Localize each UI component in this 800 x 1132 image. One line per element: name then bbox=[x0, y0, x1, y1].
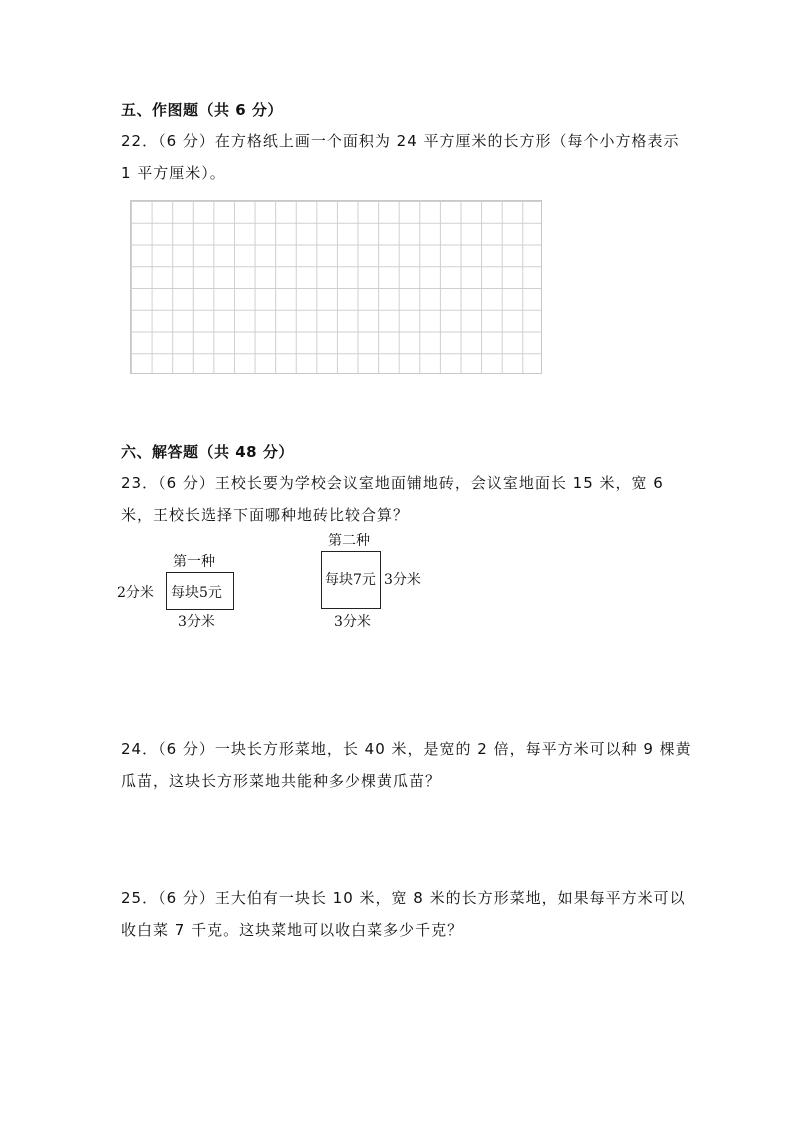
tile2-right-label: 3分米 bbox=[384, 572, 421, 588]
question-23-line1: 23．（6 分）王校长要为学校会议室地面铺地砖，会议室地面长 15 米，宽 6 bbox=[121, 474, 664, 492]
tile1-bottom-label: 3分米 bbox=[178, 614, 215, 630]
tile2-price: 每块7元 bbox=[325, 572, 376, 588]
question-23-line2: 米，王校长选择下面哪种地砖比较合算？ bbox=[121, 506, 410, 524]
tile1-diagram bbox=[166, 572, 234, 610]
question-24-line1: 24．（6 分）一块长方形菜地，长 40 米，是宽的 2 倍，每平方米可以种 9 棵黄 bbox=[121, 740, 692, 758]
section-heading-drawing: 五、作图题（共 6 分） bbox=[121, 101, 283, 119]
question-25-line1: 25．（6 分）王大伯有一块长 10 米，宽 8 米的长方形菜地，如果每平方米可以 bbox=[121, 889, 686, 907]
section-heading-answers: 六、解答题（共 48 分） bbox=[121, 443, 294, 461]
question-22-line1: 22．（6 分）在方格纸上画一个面积为 24 平方厘米的长方形（每个小方格表示 bbox=[121, 132, 680, 150]
question-24-line2: 瓜苗，这块长方形菜地共能种多少棵黄瓜苗？ bbox=[121, 772, 442, 790]
question-22-line2: 1 平方厘米）。 bbox=[121, 164, 226, 182]
tile2-bottom-label: 3分米 bbox=[334, 614, 371, 630]
tile1-title: 第一种 bbox=[173, 554, 215, 570]
grid-paper[interactable] bbox=[130, 200, 542, 374]
question-25-line2: 收白菜 7 千克。这块菜地可以收白菜多少千克？ bbox=[121, 921, 464, 939]
tile2-diagram bbox=[321, 551, 381, 609]
tile1-price: 每块5元 bbox=[171, 585, 222, 601]
tile1-left-label: 2分米 bbox=[117, 585, 154, 601]
tile2-title: 第二种 bbox=[328, 533, 370, 549]
